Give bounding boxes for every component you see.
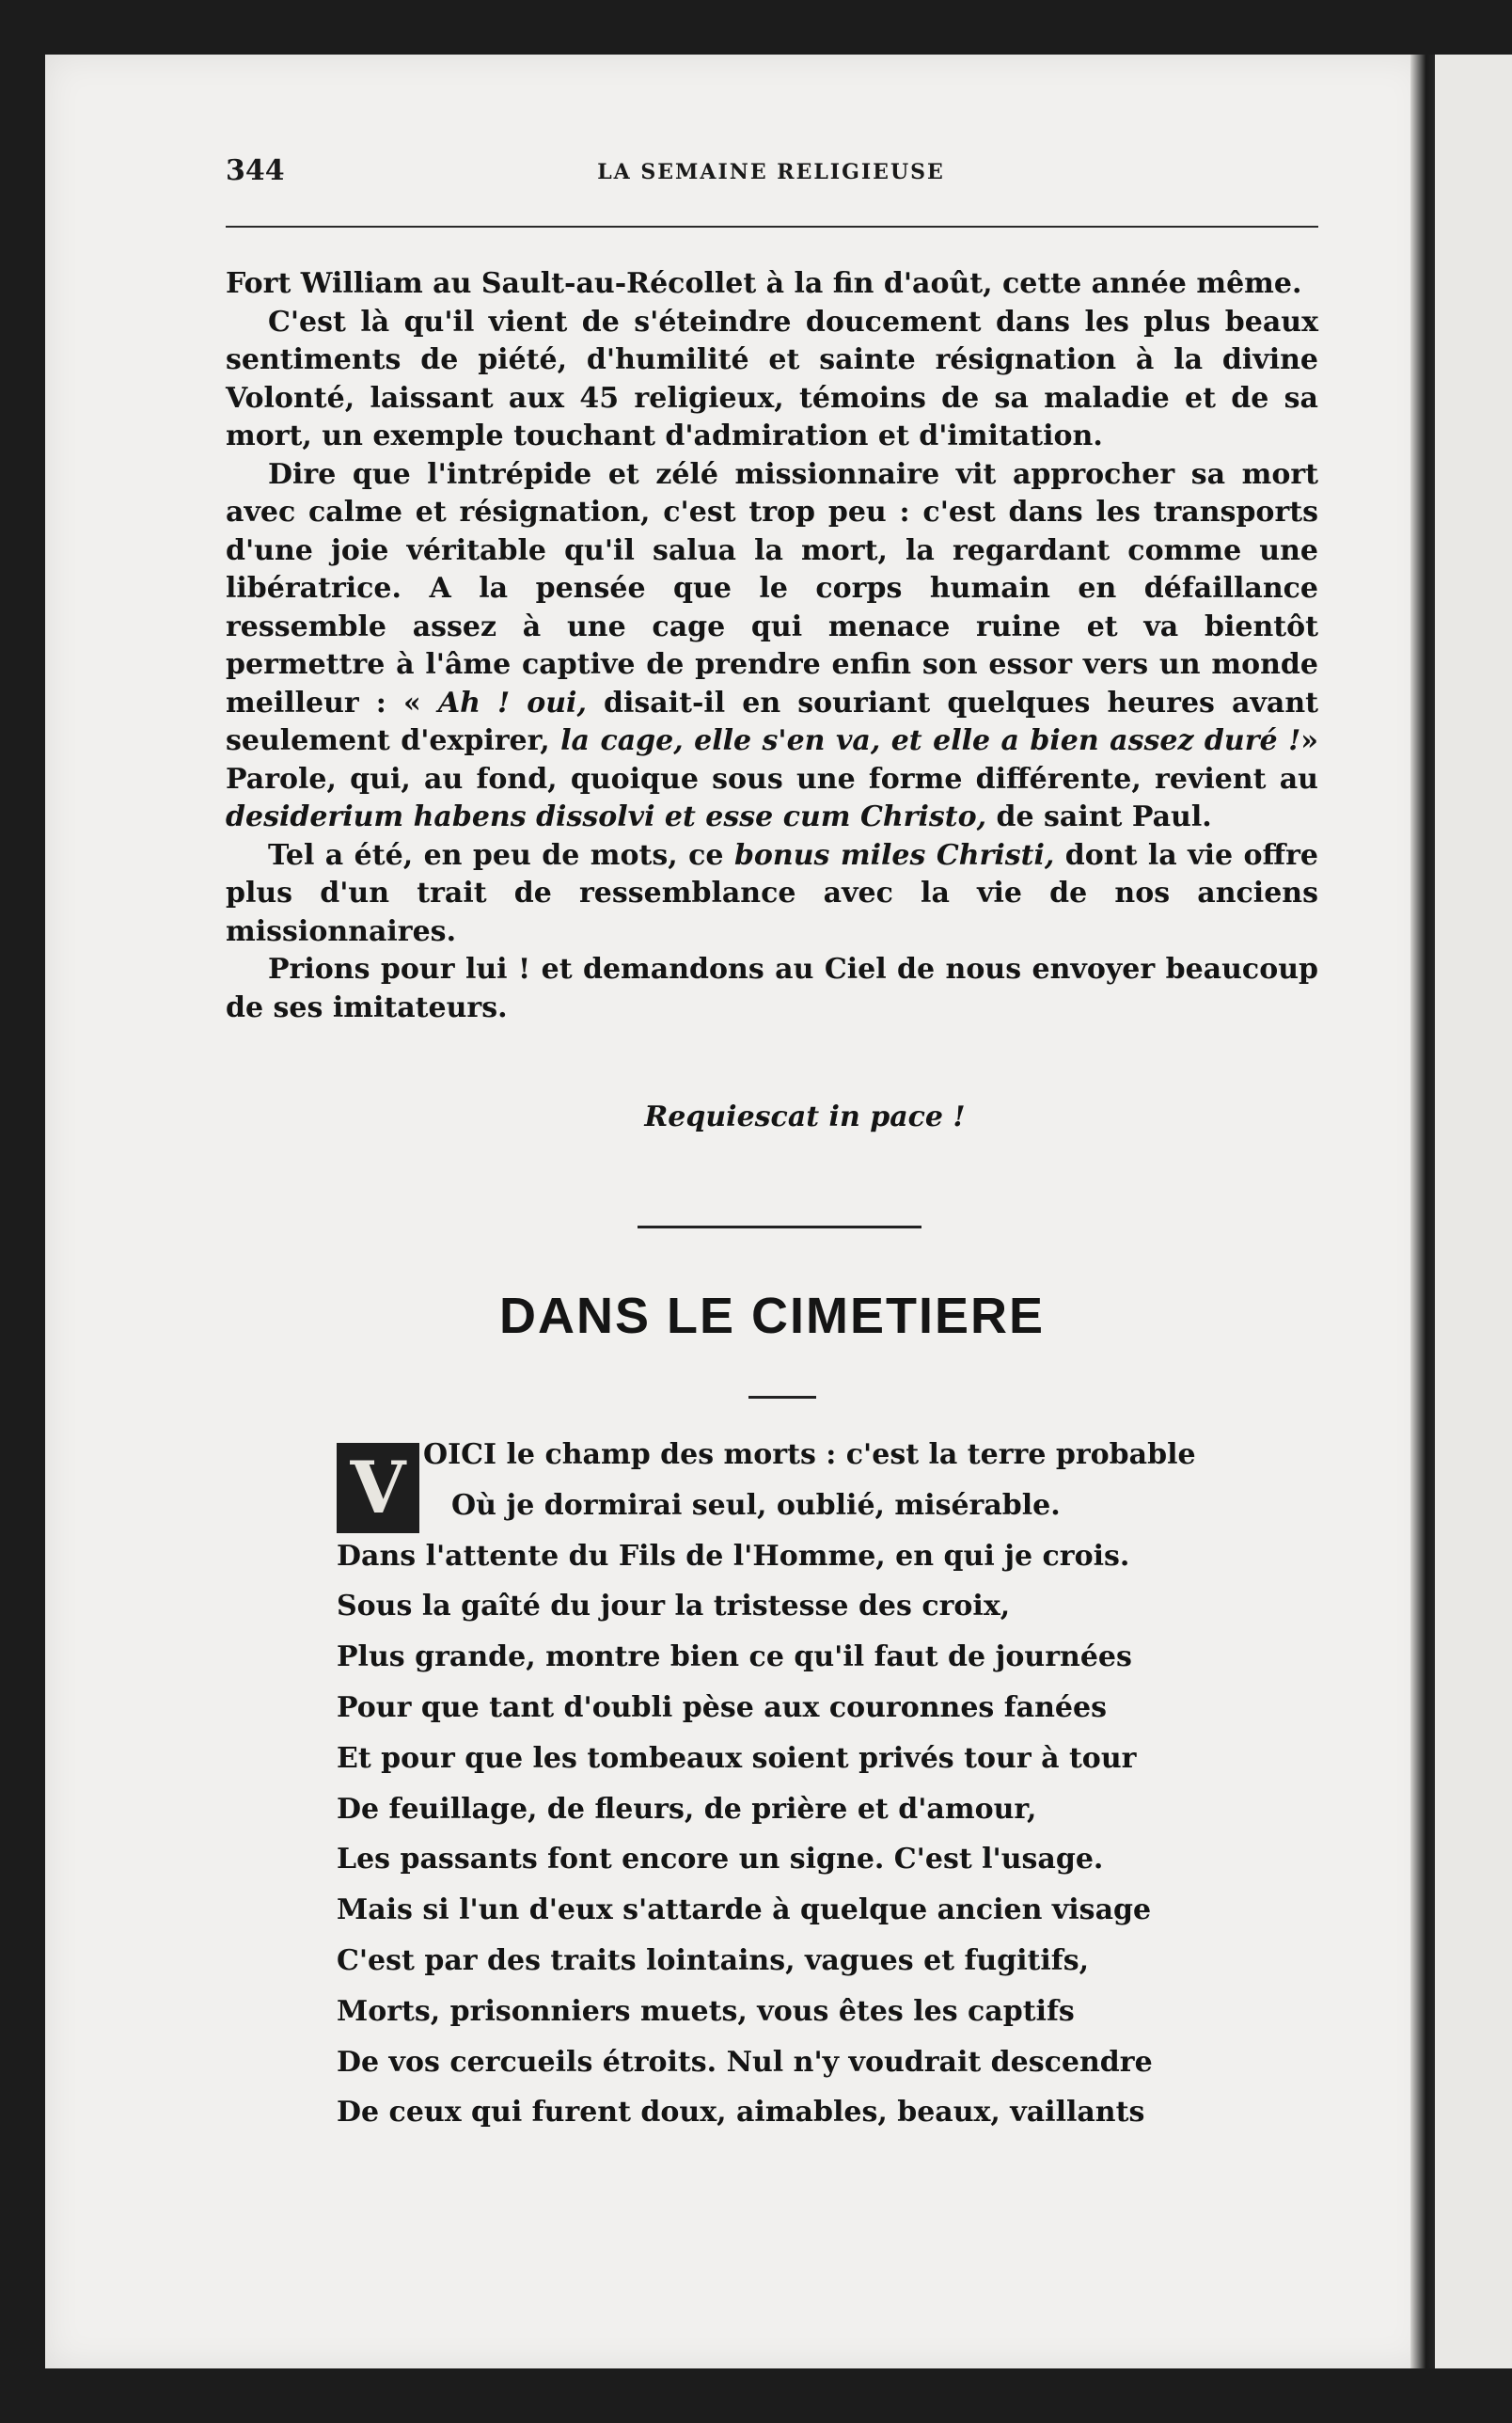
quote-la-cage: la cage, elle s'en va, et elle a bien assez duré ! (560, 724, 1301, 757)
article-body (226, 265, 1318, 1027)
poem-line: De vos cercueils étroits. Nul n'y voudrait descendre (337, 2045, 1153, 2079)
section-separator (638, 1226, 921, 1228)
poem-line: De feuillage, de fleurs, de prière et d'amour, (337, 1792, 1037, 1826)
header-rule (226, 226, 1318, 228)
paragraph-4-text-b: dont la vie offre plus d'un trait de ressemblance avec la vie de nos anciens missionnaires. (226, 838, 1319, 948)
dropcap-ornament (337, 1443, 419, 1533)
poem-line: De ceux qui furent doux, aimables, beaux, vaillants (337, 2096, 1145, 2130)
page-number: 344 (226, 154, 285, 187)
paragraph-4 (226, 837, 1318, 952)
page-header (179, 154, 1326, 192)
title-underline (748, 1396, 816, 1399)
latin-desiderium: desiderium habens dissolvi et esse cum Christo, (226, 800, 987, 833)
poem-line: Dans l'attente du Fils de l'Homme, en qui je crois. (337, 1539, 1130, 1573)
paragraph-3-text-a: Dire que l'intrépide et zélé missionnaire vit approcher sa mort avec calme et résignation, c'est trop peu : c'est dans les transports d'une joie véritable qu'il salua la mort, la regardant comme une libératrice. A la pensée que le corps humain en défaillance ressemble assez à une cage qui menace ruine et va bientôt permettre à l'âme captive de prendre enfin son essor vers un monde meilleur : « (226, 457, 1318, 720)
paragraph-4-text-a: Tel a été, en peu de mots, ce (268, 838, 724, 872)
poem-line: Pour que tant d'oubli pèse aux couronnes fanées (337, 1690, 1107, 1724)
paragraph-2: C'est là qu'il vient de s'éteindre doucement dans les plus beaux sentiments de piété, d'humilité et sainte résignation à la divine Volonté, laissant aux 45 religieux, témoins de sa maladie et de sa mort, un exemple touchant d'admiration et d'imitation. (226, 305, 1318, 452)
quote-ah-oui: Ah ! oui, (437, 686, 587, 720)
section-title: DANS LE CIMETIERE (498, 1288, 1046, 1344)
poem-line: OICI le champ des morts : c'est la terre probable (423, 1438, 1196, 1471)
running-title: LA SEMAINE RELIGIEUSE (597, 160, 945, 184)
poem-line: Et pour que les tombeaux soient privés tour à tour (337, 1741, 1137, 1775)
paragraph-3-text-d: de saint Paul. (996, 800, 1212, 833)
poem-line: Morts, prisonniers muets, vous êtes les captifs (337, 1994, 1075, 2028)
paragraph-5: Prions pour lui ! et demandons au Ciel de nous envoyer beaucoup de ses imitateurs. (226, 953, 1318, 1024)
poem-line: Les passants font encore un signe. C'est l'usage. (337, 1843, 1104, 1877)
poem (337, 1430, 1277, 2138)
requiescat-line: Requiescat in pace ! (644, 1101, 966, 1133)
dropcap-letter: V (350, 1446, 406, 1529)
poem-line: Sous la gaîté du jour la tristesse des croix, (337, 1590, 1011, 1623)
facing-page-edge (1435, 55, 1512, 2368)
paragraph-1: Fort William au Sault-au-Récollet à la fin d'août, cette année même. (226, 267, 1302, 300)
paragraph-3-text-c: » Parole, qui, au fond, quoique sous une forme différente, revient au (226, 724, 1318, 796)
poem-line: Plus grande, montre bien ce qu'il faut de journées (337, 1640, 1132, 1674)
paragraph-3-text-b: disait-il en souriant quelques heures avant seulement d'expirer, (226, 686, 1319, 757)
poem-line: Où je dormirai seul, oublié, misérable. (451, 1488, 1061, 1522)
latin-bonus-miles: bonus miles Christi, (733, 838, 1055, 872)
poem-line: C'est par des traits lointains, vagues et fugitifs, (337, 1943, 1090, 1977)
poem-line: Mais si l'un d'eux s'attarde à quelque ancien visage (337, 1893, 1152, 1927)
paragraph-3 (226, 456, 1318, 837)
